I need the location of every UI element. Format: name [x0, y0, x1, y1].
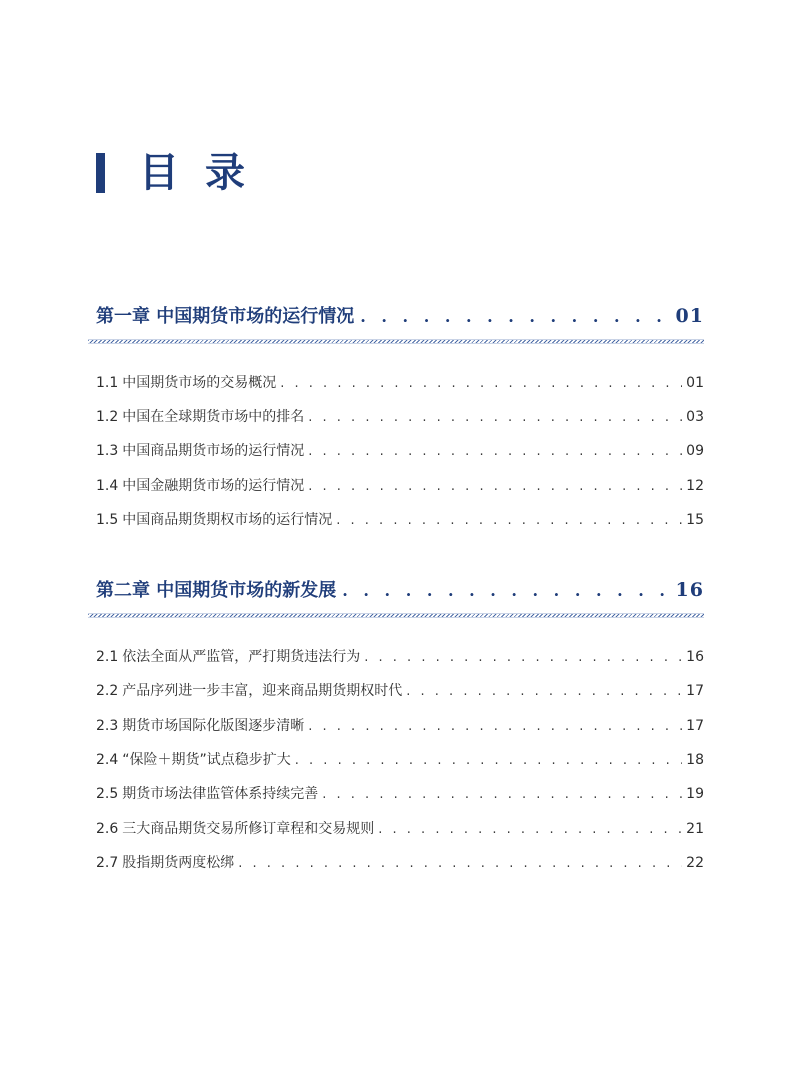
entry-page-number: 22	[686, 855, 704, 871]
toc-entry[interactable]	[96, 715, 704, 737]
toc-entry[interactable]	[96, 406, 704, 428]
entry-title: 产品序列进一步丰富，迎来商品期货期权时代	[122, 683, 403, 699]
entry-number: 2.7	[96, 855, 119, 871]
dot-leader	[378, 822, 682, 837]
entry-page-number: 19	[686, 786, 704, 802]
chapter-divider	[88, 339, 704, 344]
entry-number: 1.2	[96, 409, 119, 425]
entry-number: 2.2	[96, 683, 119, 699]
entry-title: 期货市场法律监管体系持续完善	[122, 786, 319, 802]
chapter-title: 第一章 中国期货市场的运行情况	[96, 306, 355, 327]
entry-title: 依法全面从严监管，严打期货违法行为	[122, 649, 361, 665]
toc-entry[interactable]	[96, 475, 704, 497]
toc-entry[interactable]	[96, 509, 704, 531]
dot-leader	[295, 753, 682, 768]
dot-leader	[342, 581, 669, 600]
chapter-page-number: 16	[675, 579, 704, 601]
entry-title: 股指期货两度松绑	[122, 855, 235, 871]
entry-title: 中国商品期货市场的运行情况	[122, 443, 305, 459]
entry-number: 2.6	[96, 821, 119, 837]
toc-entry[interactable]	[96, 680, 704, 702]
chapter-title: 第二章 中国期货市场的新发展	[96, 580, 337, 601]
dot-leader	[280, 376, 682, 391]
dot-leader	[364, 650, 682, 665]
toc-entry[interactable]	[96, 372, 704, 394]
entry-page-number: 17	[686, 683, 704, 699]
toc-entry[interactable]	[96, 646, 704, 668]
entry-title: 中国金融期货市场的运行情况	[122, 478, 305, 494]
entry-number: 2.4	[96, 752, 119, 768]
entry-title: 中国在全球期货市场中的排名	[122, 409, 305, 425]
entry-page-number: 18	[686, 752, 704, 768]
entry-page-number: 21	[686, 821, 704, 837]
entry-page-number: 17	[686, 718, 704, 734]
chapter-divider	[88, 613, 704, 618]
entry-number: 1.3	[96, 443, 119, 459]
toc-heading	[96, 149, 271, 196]
toc-entry[interactable]	[96, 852, 704, 874]
entry-page-number: 01	[686, 375, 704, 391]
entry-number: 2.3	[96, 718, 119, 734]
heading-accent-bar	[96, 153, 105, 193]
entry-page-number: 03	[686, 409, 704, 425]
entry-number: 1.4	[96, 478, 119, 494]
entry-title: 期货市场国际化版图逐步清晰	[122, 718, 305, 734]
dot-leader	[406, 684, 682, 699]
dot-leader	[308, 719, 682, 734]
entry-title: “保险＋期货”试点稳步扩大	[122, 752, 291, 768]
toc-entry[interactable]	[96, 818, 704, 840]
dot-leader	[308, 410, 682, 425]
chapter-heading-2[interactable]	[96, 576, 704, 602]
chapter-page-number: 01	[675, 305, 704, 327]
dot-leader	[336, 513, 682, 528]
entry-page-number: 16	[686, 649, 704, 665]
entry-title: 三大商品期货交易所修订章程和交易规则	[122, 821, 375, 837]
entry-number: 2.5	[96, 786, 119, 802]
entry-title: 中国商品期货期权市场的运行情况	[122, 512, 333, 528]
entry-number: 1.5	[96, 512, 119, 528]
entry-page-number: 12	[686, 478, 704, 494]
dot-leader	[308, 444, 682, 459]
entry-number: 2.1	[96, 649, 119, 665]
entry-title: 中国期货市场的交易概况	[122, 375, 277, 391]
toc-entry[interactable]	[96, 440, 704, 462]
dot-leader	[238, 856, 682, 871]
toc-entry[interactable]	[96, 749, 704, 771]
toc-entry[interactable]	[96, 783, 704, 805]
entry-page-number: 15	[686, 512, 704, 528]
chapter-heading-1[interactable]	[96, 302, 704, 328]
dot-leader	[308, 479, 682, 494]
dot-leader	[360, 307, 669, 326]
entry-page-number: 09	[686, 443, 704, 459]
dot-leader	[322, 787, 682, 802]
entry-number: 1.1	[96, 375, 119, 391]
page-title: 目录	[139, 149, 271, 196]
